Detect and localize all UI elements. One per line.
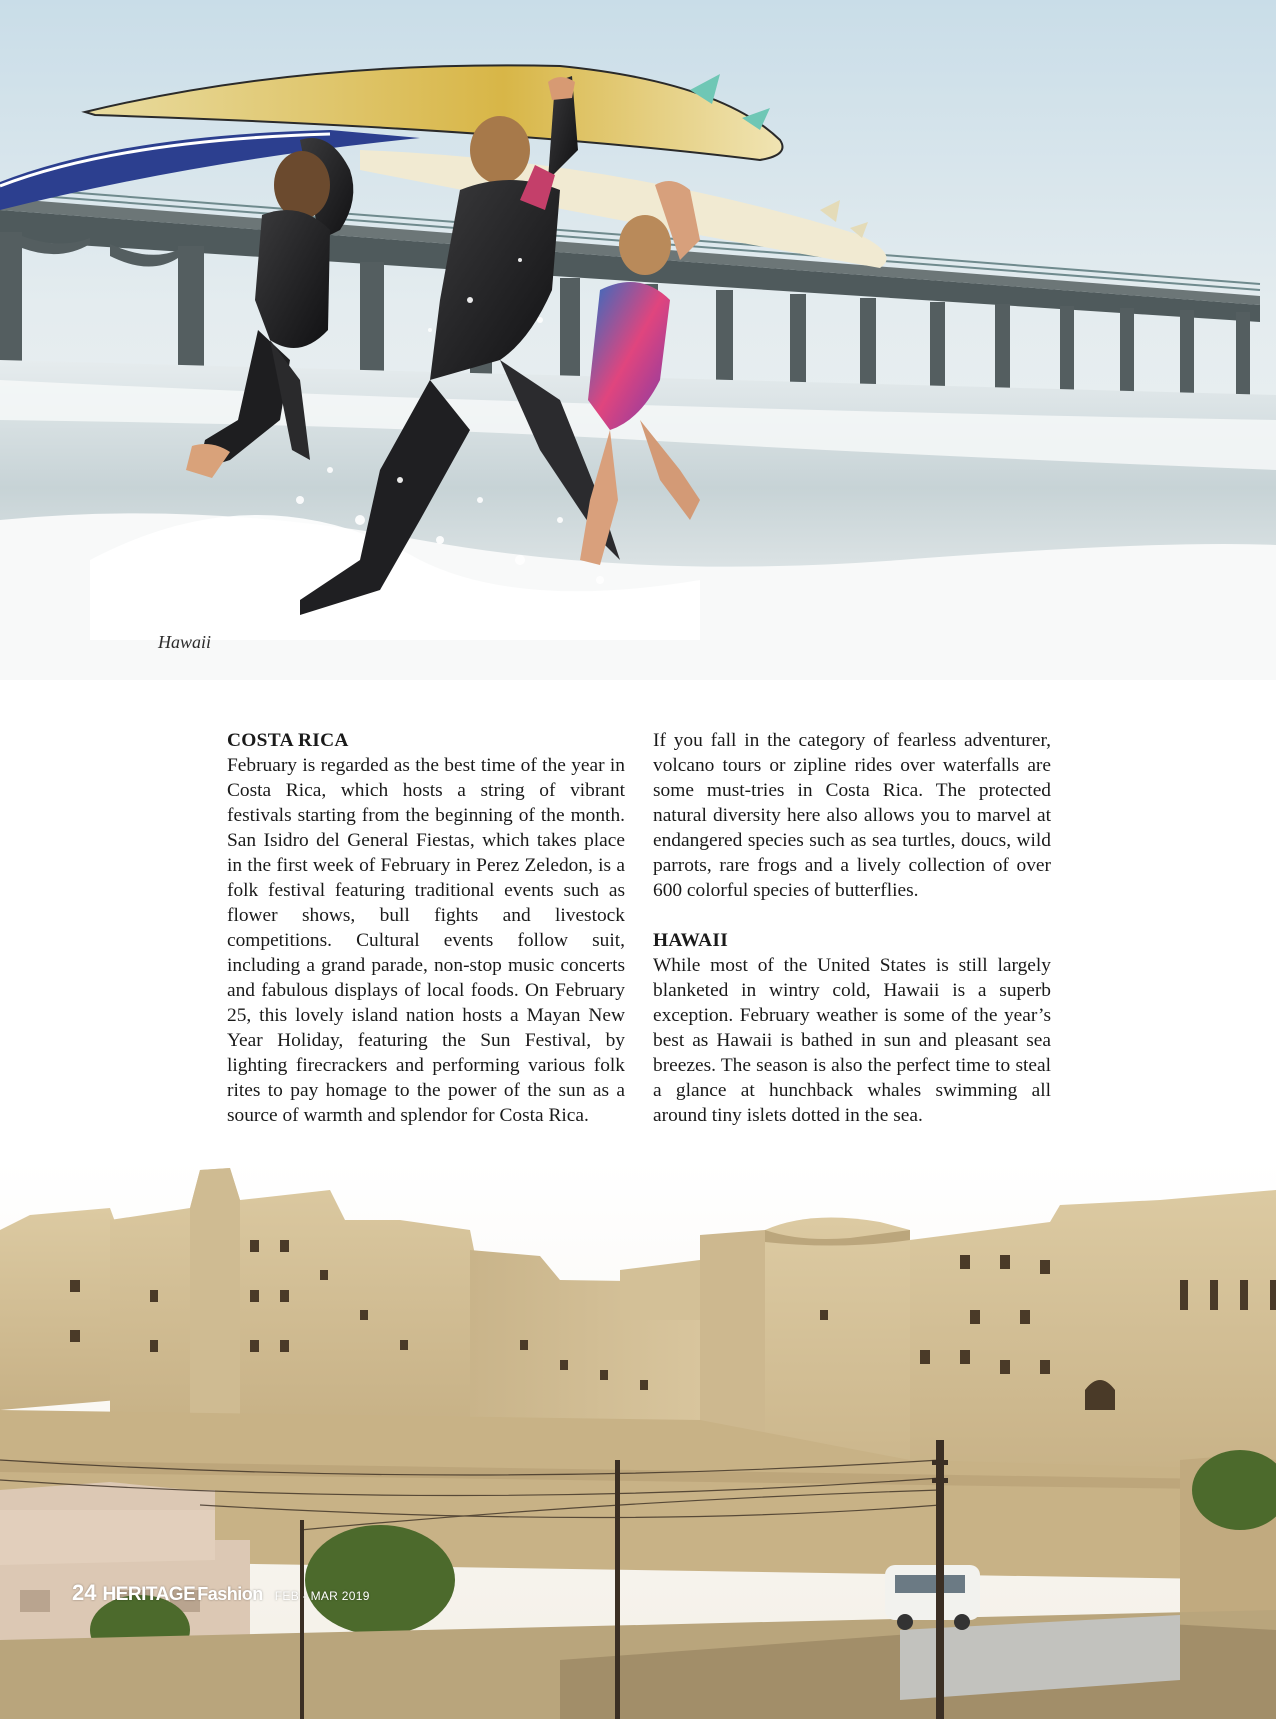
paragraph-costa-rica-continued: If you fall in the category of fearless adventurer, volcano tours or zipline rides over waterfalls are some must-tries in Costa Rica. The protected natural diversity here also allows you to marvel at endangered species such as sea turtles, doucs, wild parrots, rare frogs and a lively collection of over 600 colorful species of butterflies. xyxy=(653,730,1051,901)
photo-caption: Hawaii xyxy=(158,632,212,652)
fort-left-tower xyxy=(0,1208,118,1410)
paragraph-costa-rica: February is regarded as the best time of the year in Costa Rica, which hosts a string of vibrant festivals starting from the beginning of the month. San Isidro del General Fiestas, which takes place in the first week of February in Perez Zeledon, is a folk festival featuring traditional events such as flower shows, bull fights and livestock competitions. Cultural events follow suit, including a grand parade, non-stop music concerts and fabulous displays of local foods. On February 25, this lovely island nation hosts a Mayan New Year Holiday, featuring the Sun Festival, by lighting firecrackers and performing various folk rites to pay homage to the power of the sun as a source of warmth and splendor for Costa Rica. xyxy=(227,755,625,1126)
magazine-name: HERITAGE xyxy=(102,1584,196,1605)
surfers-illustration xyxy=(0,0,1276,680)
paragraph-hawaii: While most of the United States is still largely blanketed in wintry cold, Hawaii is a superb exception. February weather is some of the year’s best as Hawaii is bathed in sun and pleasant sea breezes. The season is also the perfect time to steal a glance at hunchback whales swimming all around tiny islets dotted in the sea. xyxy=(653,955,1051,1126)
page-footer xyxy=(72,1580,370,1606)
heading-hawaii: HAWAII xyxy=(653,930,729,951)
magazine-name-suffix: Fashion xyxy=(197,1584,263,1604)
fort-illustration xyxy=(0,1160,1276,1719)
fort-photo xyxy=(0,1160,1276,1719)
paragraph-spacer xyxy=(653,903,1051,928)
heading-costa-rica: COSTA RICA xyxy=(227,730,349,751)
article-column-right xyxy=(653,728,1051,1128)
hero-photo-surfers xyxy=(0,0,1276,680)
article-column-left xyxy=(227,728,625,1128)
issue-date: FEB - MAR 2019 xyxy=(274,1589,370,1603)
page-number: 24 xyxy=(72,1580,97,1605)
